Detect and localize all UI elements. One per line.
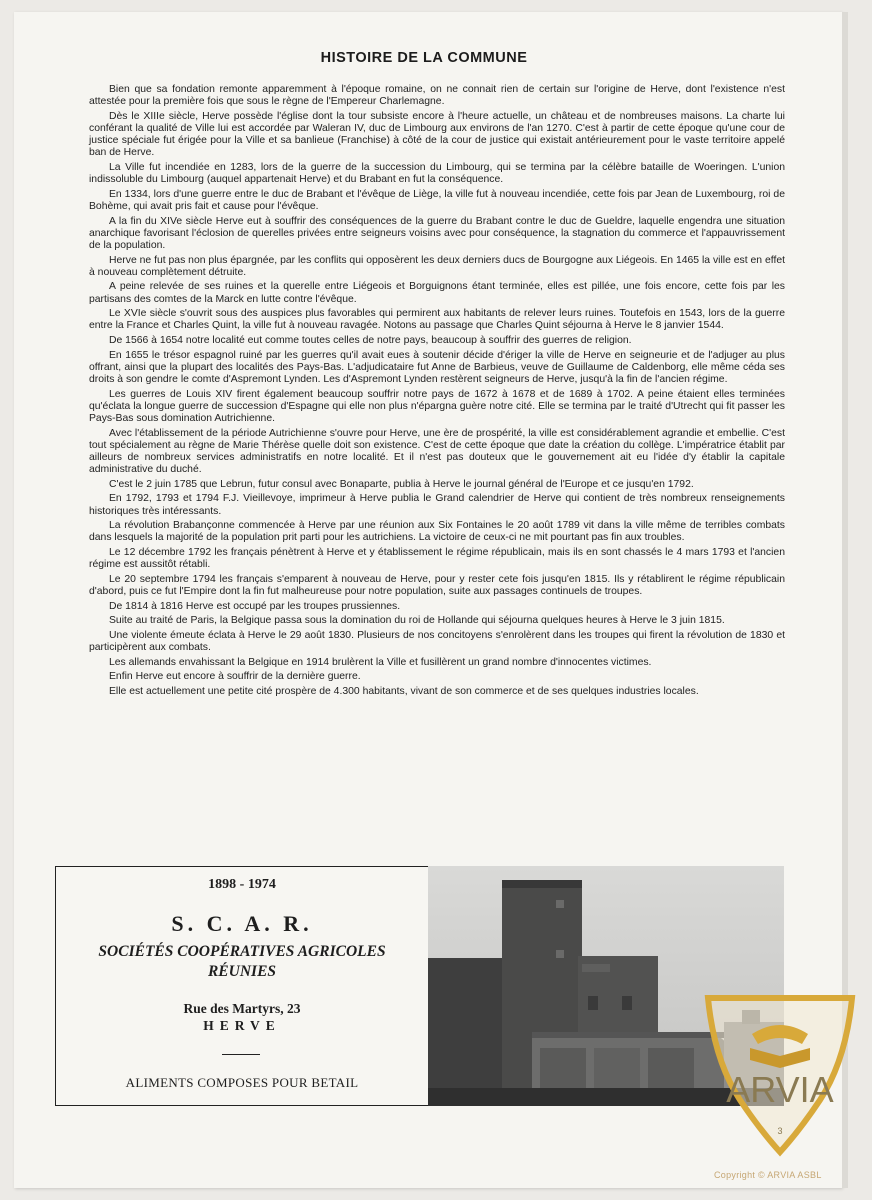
article-paragraph: Une violente émeute éclata à Herve le 29 août 1830. Plusieurs de nos concitoyens s'enrolèrent dans les troupes qui firent la révolution de 1830 et participèrent aux combats. <box>89 629 785 653</box>
article-paragraph: De 1566 à 1654 notre localité eut comme toutes celles de notre pays, beaucoup à souffrir des guerres de religion. <box>109 334 632 346</box>
article-paragraph: Le 12 décembre 1792 les français pénètrent à Herve et y établissement le régime républicain, mais ils en sont chassés le 4 mars 1793 et l'ancien régime est aussitôt rétabli. <box>89 546 785 571</box>
article-paragraph: Bien que sa fondation remonte apparemment à l'époque romaine, on ne connait rien de certain sur l'origine de Herve, dont l'existence n'est attestée pour la première fois que sous le règne de l'Empereur Charlemagne. <box>89 84 785 108</box>
article-paragraph: A peine relevée de ses ruines et la querelle entre Liégeois et Borguignons étant terminée, elles est pillée, une fois encore, cette fois par les partisans des comtes de la Marck en lutte contre l'évêque. <box>89 281 785 305</box>
ad-tagline: ALIMENTS COMPOSES POUR BETAIL <box>125 1075 359 1090</box>
copyright-notice: Copyright © ARVIA ASBL <box>714 1170 822 1180</box>
article-paragraph: Les guerres de Louis XIV firent également beaucoup souffrir notre pays de 1672 à 1678 et de 1689 à 1702. A peine étaient elles terminées qu'éclata la longue guerre de succession d'Espagne qui elle non plus n'épargna guère notre cité. Elle se termina par le traité d'Utrecht qui fit passer les Pays-Bas sous domination Autrichienne. <box>89 388 785 424</box>
article-paragraph: En 1792, 1793 et 1794 F.J. Vieillevoye, imprimeur à Herve publia le Grand calendrier de Herve qui contient de très nombreux renseignements historiques très intéressants. <box>89 493 785 517</box>
ad-town: HERVE <box>203 1018 281 1033</box>
ad-years: 1898 - 1974 <box>208 877 276 892</box>
logo-brand: ARVIA <box>726 1069 834 1110</box>
article-paragraph: Les allemands envahissant la Belgique en 1914 brulèrent la Ville et fusillèrent un grand nombre d'innocentes victimes. <box>109 656 652 668</box>
ad-company-name: S. C. A. R. <box>171 911 313 936</box>
article-paragraph: Le XVIe siècle s'ouvrit sous des auspices plus favorables qui permirent aux habitants de relever leurs ruines. Toutefois en 1543, lors de la guerre entre la France et Charles Quint, la ville fut à nouveau ravagée. Notons au passage que Charles Quint séjourna à Herve le 8 janvier 1544. <box>89 308 785 332</box>
article-paragraph: La Ville fut incendiée en 1283, lors de la guerre de la succession du Limbourg, qui se termina par la célèbre bataille de Woeringen. L'union indissoluble du Limbourg (auquel appartenait Herve) et du Brabant en fut la conséquence. <box>89 162 785 186</box>
page-number: 3 <box>777 1126 783 1136</box>
article-paragraph: De 1814 à 1816 Herve est occupé par les troupes prussiennes. <box>109 600 401 612</box>
ad-address: Rue des Martyrs, 23 <box>183 1001 301 1016</box>
article-paragraph: En 1334, lors d'une guerre entre le duc de Brabant et l'évêque de Liège, la ville fut à nouveau incendiée, cette fois par Jean de Luxembourg, roi de Bohème, qui avait pris fait et cause pour l'évêque. <box>89 188 785 212</box>
article-paragraph: La révolution Brabançonne commencée à Herve par une réunion aux Six Fontaines le 20 août 1789 vit dans la ville même de terribles combats dans lesquels la majorité de la population prit parti pour les autrichiens. La victoire de ceux-ci ne mit pourtant pas fin aux troubles. <box>89 520 785 544</box>
article-paragraph: Suite au traité de Paris, la Belgique passa sous la domination du roi de Hollande qui séjourna quelques heures à Herve le 3 juin 1815. <box>109 615 725 627</box>
article-paragraph: Avec l'établissement de la période Autrichienne s'ouvre pour Herve, une ère de prospérité, la ville est considérablement agrandie et embellie. C'est tout spécialement au règne de Marie Thérèse quelle doit son existence. C'est de cette époque que date la création du collège. L'impératrice établit par ailleurs de nombreux services administratifs en notre localité. Et il n'est pas douteux que le gouvernement ait eu l'idée d'y établir la capitale administrative du duché. <box>89 427 785 476</box>
article-paragraph: Enfin Herve eut encore à souffrir de la dernière guerre. <box>109 671 361 683</box>
article-paragraph: Dès le XIIIe siècle, Herve possède l'église dont la tour subsiste encore à l'heure actuelle, un château et de nombreuses maisons. La charte lui conférant la qualité de Ville lui est accordée par Waleran IV, duc de Limbourg aux environs de l'an 1270. C'est à partir de cette époque qu'une cour de justice spéciale fut érigée pour la Ville et sa banlieue (Franchise) à côté de la cour de justice qui existait antérieurement pour le vaste territoire appelé ban de Herve. <box>89 110 785 159</box>
arvia-logo <box>700 990 860 1158</box>
article-paragraph: Le 20 septembre 1794 les français s'emparent à nouveau de Herve, pour y rester cete fois jusqu'en 1815. Ils y rétablirent le régime républicain d'abord, puis ce fut l'Empire dont la fin fut malheureuse pour notre population, suite aux passages continuels de troupes. <box>89 573 785 597</box>
ad-divider <box>222 1054 260 1055</box>
page-title: HISTOIRE DE LA COMMUNE <box>320 50 528 66</box>
article-paragraph: Elle est actuellement une petite cité prospère de 4.300 habitants, vivant de son commerce et de ses quelques industries locales. <box>109 685 699 697</box>
history-article <box>89 84 785 700</box>
article-paragraph: En 1655 le trésor espagnol ruiné par les guerres qu'il avait eues à soutenir décide d'ériger la ville de Herve en seigneurie et de l'adjuger au plus offrant, ainsi que la plupart des localités des Pays-Bas. L'adjudicataire fut Anne de Barbieus, veuve de Guillaume de Caldenborg, elle même céda ses droits à son gendre le comte d'Aspremont Lynden. Les d'Aspremont Lynden restèrent seigneurs de Herve, jusqu'à la fin de l'ancien régime. <box>89 349 785 385</box>
article-paragraph: C'est le 2 juin 1785 que Lebrun, futur consul avec Bonaparte, publia à Herve le journal général de l'Europe et ce jusqu'en 1792. <box>109 478 694 490</box>
article-paragraph: A la fin du XIVe siècle Herve eut à souffrir des conséquences de la guerre du Brabant contre le duc de Gueldre, laquelle engendra une situation anarchique favorisant l'éclosion de querelles privées entre seigneurs voisins avec pour conséquence, la stagnation du commerce et l'appauvrissement de la population. <box>89 215 785 251</box>
ad-subtitle: RÉUNIES <box>207 963 277 980</box>
article-paragraph: Herve ne fut pas non plus épargnée, par les conflits qui opposèrent les deux derniers ducs de Bourgogne aux Liégeois. En 1465 la ville est en effet à nouveau complètement détruite. <box>89 254 785 278</box>
ad-subtitle: SOCIÉTÉS COOPÉRATIVES AGRICOLES <box>98 943 386 960</box>
scar-advertisement <box>55 866 429 1106</box>
